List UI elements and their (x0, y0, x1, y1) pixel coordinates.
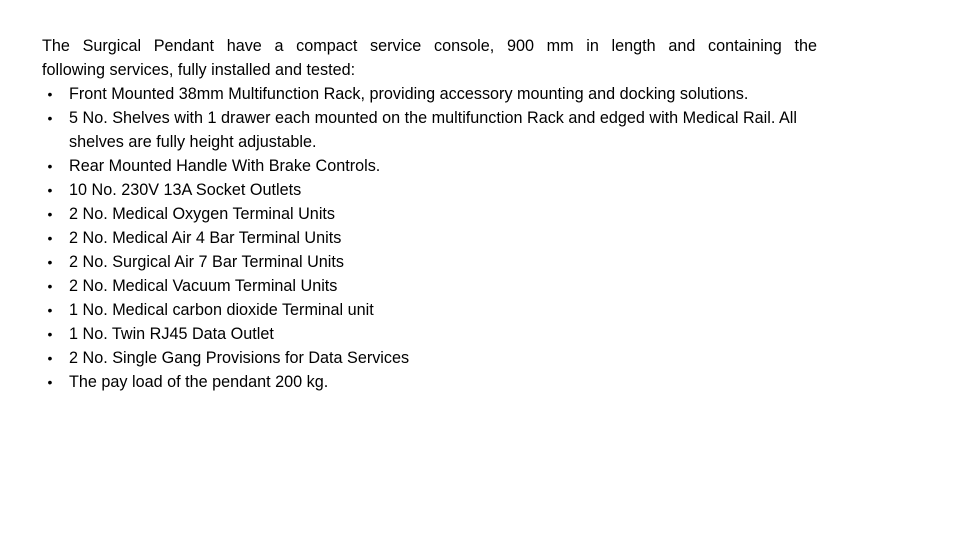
list-item (42, 226, 832, 250)
list-item-text: The pay load of the pendant 200 kg. (69, 373, 329, 391)
list-item-text: 10 No. 230V 13A Socket Outlets (69, 181, 302, 199)
bullet-icon: • (47, 182, 53, 198)
list-item (42, 298, 832, 322)
list-item (42, 154, 832, 178)
bullet-icon: • (47, 206, 53, 222)
list-item (42, 370, 832, 394)
list-item (42, 178, 832, 202)
list-item (42, 274, 832, 298)
bullet-icon: • (47, 374, 53, 390)
slide-body (42, 34, 832, 394)
list-item-text: Rear Mounted Handle With Brake Controls. (69, 157, 381, 175)
list-item-text: 2 No. Medical Oxygen Terminal Units (69, 205, 336, 223)
bullet-icon: • (47, 110, 53, 126)
bullet-icon: • (47, 278, 53, 294)
list-item-text: 1 No. Twin RJ45 Data Outlet (69, 325, 274, 343)
list-item-text: 5 No. Shelves with 1 drawer each mounted on the multifunction Rack and edged with Medical Rail. All shelves are fully height adjustable. (69, 109, 797, 151)
bullet-icon: • (47, 86, 53, 102)
list-item-text: 2 No. Surgical Air 7 Bar Terminal Units (69, 253, 344, 271)
list-item (42, 250, 832, 274)
bullet-icon: • (47, 326, 53, 342)
bullet-icon: • (47, 302, 53, 318)
list-item-text: 2 No. Single Gang Provisions for Data Services (69, 349, 410, 367)
list-item (42, 106, 832, 154)
list-item (42, 322, 832, 346)
list-item (42, 202, 832, 226)
list-item-text: 1 No. Medical carbon dioxide Terminal unit (69, 301, 374, 319)
list-item (42, 82, 832, 106)
services-list (42, 82, 832, 394)
intro-paragraph (42, 34, 832, 82)
intro-line-2: following services, fully installed and tested: (42, 61, 356, 79)
bullet-icon: • (47, 350, 53, 366)
bullet-icon: • (47, 254, 53, 270)
list-item (42, 346, 832, 370)
list-item-text: 2 No. Medical Vacuum Terminal Units (69, 277, 338, 295)
intro-line-1: The Surgical Pendant have a compact service console, 900 mm in length and containing the (42, 37, 817, 55)
list-item-text: 2 No. Medical Air 4 Bar Terminal Units (69, 229, 342, 247)
bullet-icon: • (47, 158, 53, 174)
bullet-icon: • (47, 230, 53, 246)
list-item-text: Front Mounted 38mm Multifunction Rack, providing accessory mounting and docking solutions. (69, 85, 749, 103)
